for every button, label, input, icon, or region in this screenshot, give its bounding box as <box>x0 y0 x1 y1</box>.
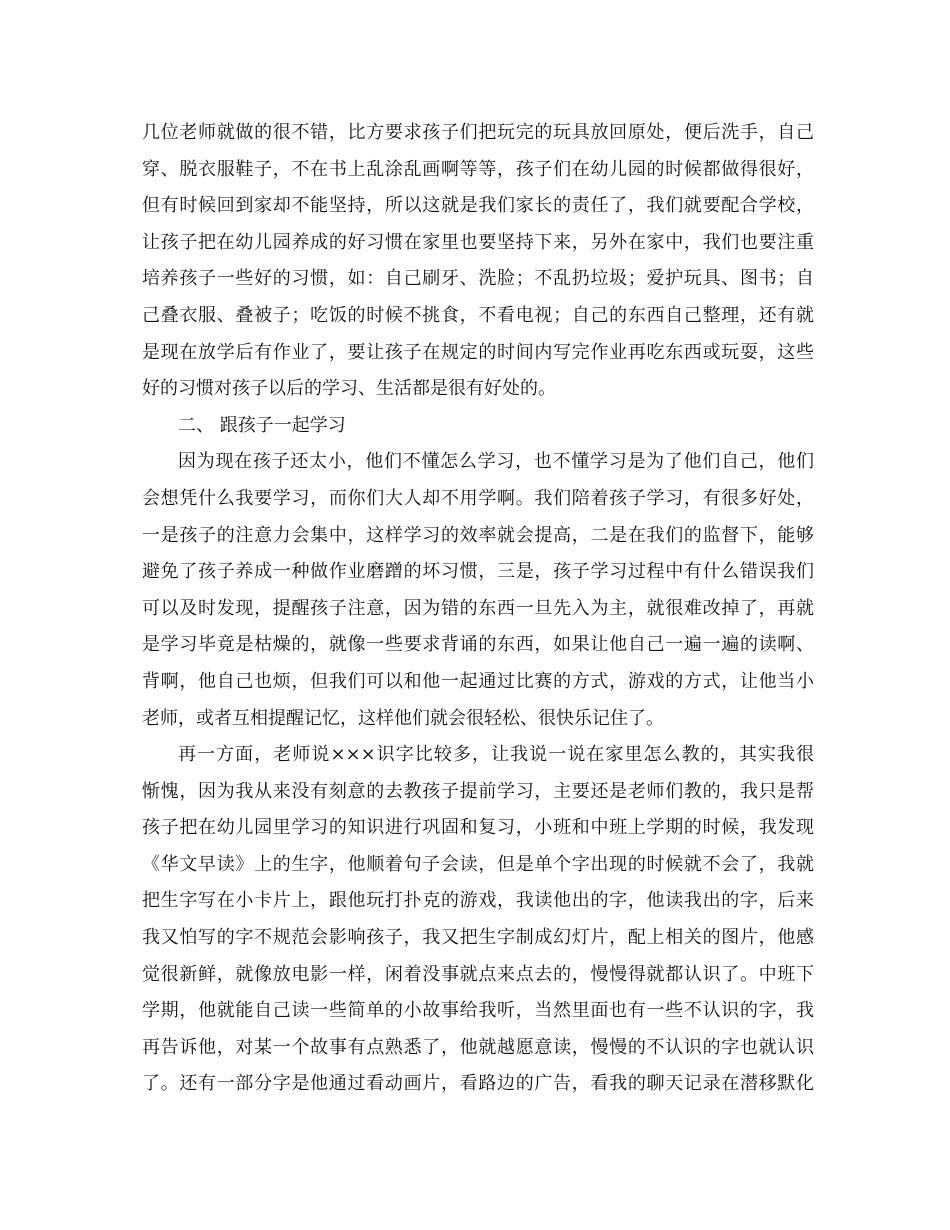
section-heading: 二、 跟孩子一起学习 <box>178 414 346 436</box>
text-line: 我又怕写的字不规范会影响孩子，我又把生字制成幻灯片，配上相关的图片，他感 <box>142 927 814 949</box>
text-line: 老师，或者互相提醒记忆，这样他们就会很轻松、很快乐记住了。 <box>142 707 664 729</box>
text-line: 把生字写在小卡片上，跟他玩打扑克的游戏，我读他出的字，他读我出的字，后来 <box>142 890 814 912</box>
text-line: 因为现在孩子还太小，他们不懂怎么学习，也不懂学习是为了他们自己，他们 <box>178 451 814 473</box>
text-line: 好的习惯对孩子以后的学习、生活都是很有好处的。 <box>142 378 556 400</box>
text-line: 避免了孩子养成一种做作业磨蹭的坏习惯，三是，孩子学习过程中有什么错误我们 <box>142 561 814 583</box>
text-line: 惭愧，因为我从来没有刻意的去教孩子提前学习，主要还是老师们教的，我只是帮 <box>142 780 814 802</box>
text-line: 会想凭什么我要学习，而你们大人却不用学啊。我们陪着孩子学习，有很多好处， <box>142 487 814 509</box>
text-line: 再告诉他，对某一个故事有点熟悉了，他就越愿意读，慢慢的不认识的字也就认识 <box>142 1036 814 1058</box>
text-line: 培养孩子一些好的习惯，如：自己刷牙、洗脸；不乱扔垃圾；爱护玩具、图书；自 <box>142 268 814 290</box>
text-line: 背啊，他自己也烦，但我们可以和他一起通过比赛的方式，游戏的方式，让他当小 <box>142 670 814 692</box>
text-line: 己叠衣服、叠被子；吃饭的时候不挑食，不看电视；自己的东西自己整理，还有就 <box>142 304 814 326</box>
text-line: 让孩子把在幼儿园养成的好习惯在家里也要坚持下来，另外在家中，我们也要注重 <box>142 231 814 253</box>
text-line: 孩子把在幼儿园里学习的知识进行巩固和复习，小班和中班上学期的时候，我发现 <box>142 817 814 839</box>
text-line: 一是孩子的注意力会集中，这样学习的效率就会提高，二是在我们的监督下，能够 <box>142 524 814 546</box>
text-line: 几位老师就做的很不错，比方要求孩子们把玩完的玩具放回原处，便后洗手，自己 <box>142 122 814 143</box>
text-line: 再一方面，老师说×××识字比较多，让我说一说在家里怎么教的，其实我很 <box>178 744 814 766</box>
text-line: 了。还有一部分字是他通过看动画片，看路边的广告，看我的聊天记录在潜移默化 <box>142 1073 814 1095</box>
text-line: 觉很新鲜，就像放电影一样，闲着没事就点来点去的，慢慢得就都认识了。中班下 <box>142 963 814 985</box>
text-line: 但有时候回到家却不能坚持，所以这就是我们家长的责任了，我们就要配合学校， <box>142 195 814 217</box>
text-line: 可以及时发现，提醒孩子注意，因为错的东西一旦先入为主，就很难改掉了，再就 <box>142 597 814 619</box>
text-line: 是现在放学后有作业了，要让孩子在规定的时间内写完作业再吃东西或玩耍，这些 <box>142 341 814 363</box>
text-line: 《华文早读》上的生字，他顺着句子会读，但是单个字出现的时候就不会了，我就 <box>142 853 814 875</box>
text-line: 穿、脱衣服鞋子，不在书上乱涂乱画啊等等，孩子们在幼儿园的时候都做得很好， <box>142 158 814 180</box>
text-line: 学期，他就能自己读一些简单的小故事给我听，当然里面也有一些不认识的字，我 <box>142 1000 814 1022</box>
text-line: 是学习毕竟是枯燥的，就像一些要求背诵的东西，如果让他自己一遍一遍的读啊、 <box>142 634 814 656</box>
body-text <box>142 115 814 1103</box>
